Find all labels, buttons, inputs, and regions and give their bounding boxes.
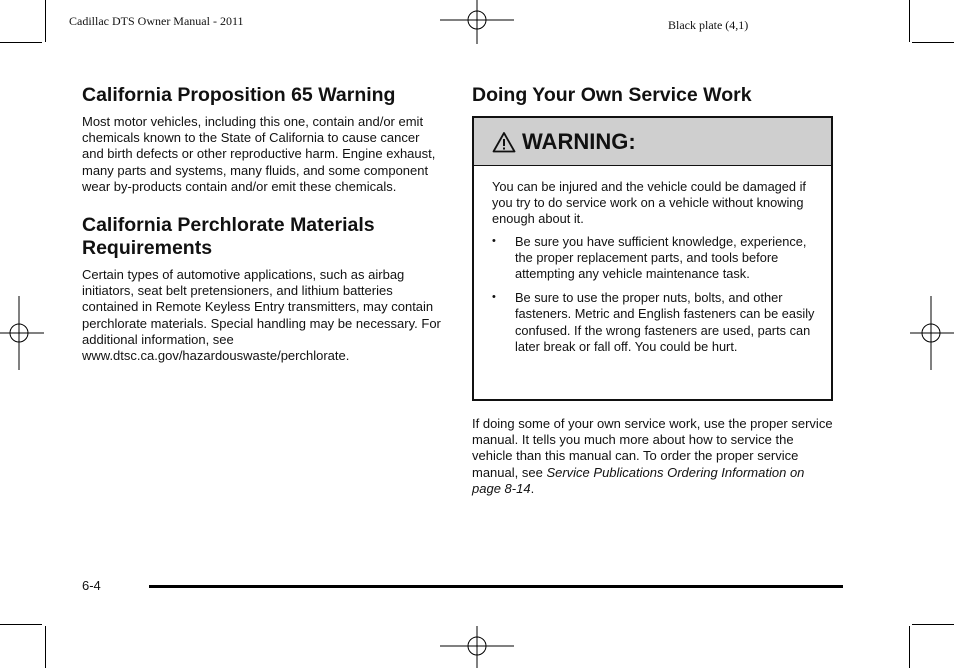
warning-header	[474, 118, 831, 166]
crop-mark	[0, 42, 42, 43]
crop-mark	[45, 0, 46, 42]
registration-mark-bottom	[440, 624, 514, 668]
warning-triangle-icon	[492, 131, 516, 153]
warning-bullet-list	[492, 234, 815, 355]
warning-box	[472, 116, 833, 401]
section-text-perchlorate: Certain types of automotive applications, such as airbag initiators, seat belt pretensioners, and lithium batteries contained in Remote Keyless Entry transmitters, may contain perchlorate materials. Special handling may be necessary. For additional information, see www.dtsc.ca.gov/hazardouswaste/perchlorate.	[82, 267, 441, 364]
crop-mark	[0, 624, 42, 625]
header-manual-title: Cadillac DTS Owner Manual - 2011	[69, 14, 244, 28]
page-number: 6-4	[82, 578, 101, 593]
list-item	[492, 234, 815, 283]
left-column	[82, 84, 448, 364]
crop-mark	[45, 626, 46, 668]
crop-mark	[909, 0, 910, 42]
warning-bullet-text: Be sure to use the proper nuts, bolts, and other fasteners. Metric and English fasteners can be easily confused. If the wrong fasteners are used, parts can later break or fall off. You could be hurt.	[515, 290, 815, 354]
warning-bullet-text: Be sure you have sufficient knowledge, experience, the proper replacement parts, and tools before attempting any vehicle maintenance task.	[515, 233, 807, 282]
paragraph-text: If doing some of your own service work, use the proper service manual. It tells you much more about how to service the vehicle than this manual can. To order the proper service manual, see	[472, 416, 833, 480]
crop-mark	[912, 42, 954, 43]
header-plate-label: Black plate (4,1)	[668, 18, 749, 32]
registration-mark-top	[440, 0, 514, 46]
bullet-dot-icon: •	[492, 234, 496, 247]
crop-mark	[912, 624, 954, 625]
service-work-paragraph	[472, 416, 836, 497]
section-text-prop65: Most motor vehicles, including this one, contain and/or emit chemicals known to the State of California to cause cancer and birth defects or other reproductive harm. Engine exhaust, many parts and systems, many fluids, and some component wear by-products contain and/or emit these chemicals.	[82, 114, 436, 194]
warning-title: WARNING:	[522, 128, 636, 154]
section-heading-perchlorate: California Perchlorate Materials Requirements	[82, 214, 375, 260]
bullet-dot-icon: •	[492, 291, 496, 304]
paragraph-end: .	[530, 480, 535, 496]
footer-rule	[149, 585, 843, 588]
section-heading-prop65: California Proposition 65 Warning	[82, 84, 396, 106]
list-item	[492, 290, 815, 355]
registration-mark-right	[910, 296, 954, 370]
section-heading-service-work: Doing Your Own Service Work	[472, 84, 752, 106]
crop-mark	[909, 626, 910, 668]
warning-intro: You can be injured and the vehicle could be damaged if you try to do service work on a vehicle without knowing enough about it.	[492, 179, 806, 227]
warning-body	[474, 166, 831, 355]
registration-mark-left	[0, 296, 44, 370]
cross-reference-link[interactable]: Service Publications Ordering Information on page 8-14	[472, 464, 805, 496]
